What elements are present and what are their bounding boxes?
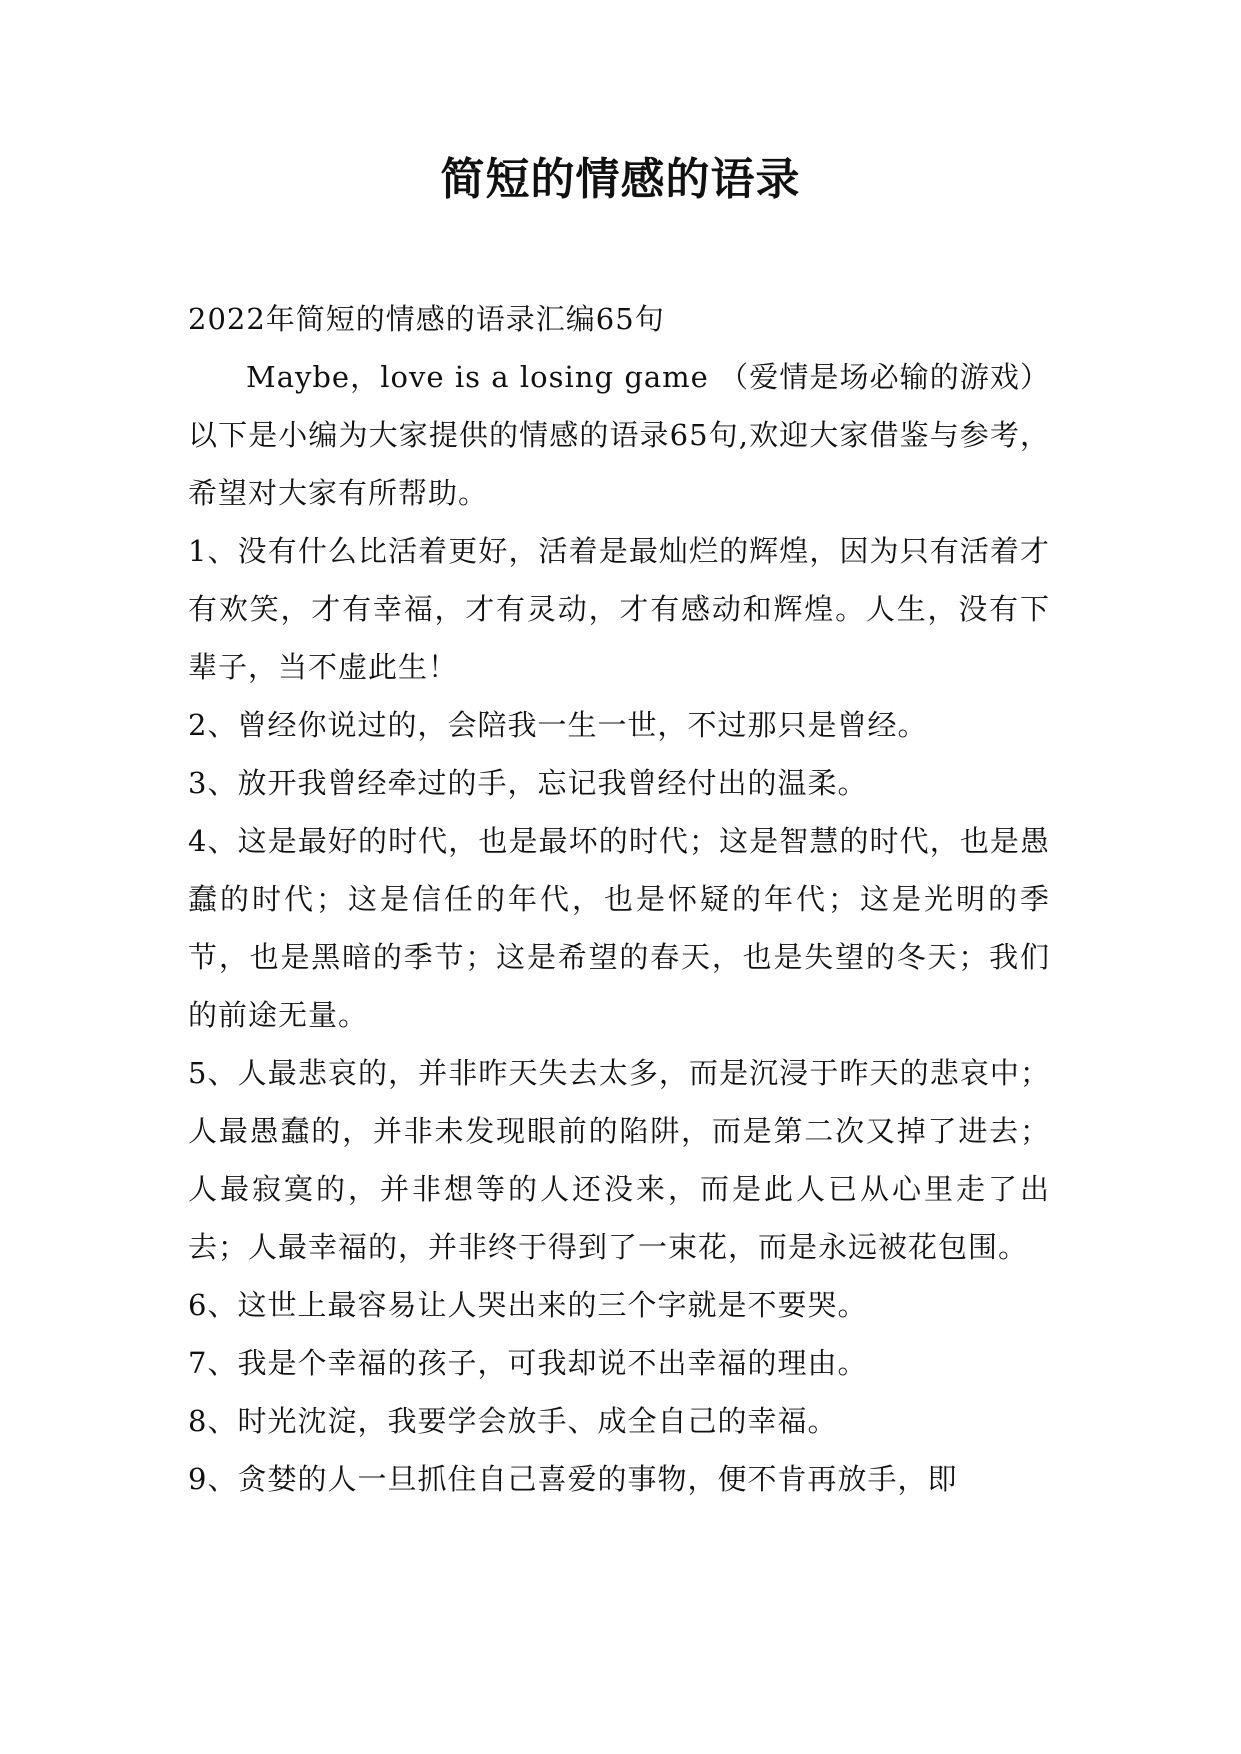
quote-item-5: 5、人最悲哀的，并非昨天失去太多，而是沉浸于昨天的悲哀中；人最愚蠢的，并非未发现眼前的陷阱，而是第二次又掉了进去；人最寂寞的，并非想等的人还没来，而是此人已从心里走了出去；人最幸福的，并非终于得到了一束花，而是永远被花包围。 xyxy=(188,1056,1050,1264)
quote-item-4: 4、这是最好的时代，也是最坏的时代；这是智慧的时代，也是愚蠢的时代；这是信任的年代，也是怀疑的年代；这是光明的季节，也是黑暗的季节；这是希望的春天，也是失望的冬天；我们的前途无量。 xyxy=(188,824,1050,1032)
quote-item-1: 1、没有什么比活着更好，活着是最灿烂的辉煌，因为只有活着才有欢笑，才有幸福，才有灵动，才有感动和辉煌。人生，没有下辈子，当不虚此生！ xyxy=(188,534,1050,684)
quote-item-6: 6、这世上最容易让人哭出来的三个字就是不要哭。 xyxy=(188,1288,868,1322)
document-title: 简短的情感的语录 xyxy=(440,154,801,205)
quote-item-9: 9、贪婪的人一旦抓住自己喜爱的事物，便不肯再放手，即 xyxy=(188,1462,958,1496)
quote-item-7: 7、我是个幸福的孩子，可我却说不出幸福的理由。 xyxy=(188,1346,868,1380)
document-subtitle: 2022年简短的情感的语录汇编65句 xyxy=(188,302,665,336)
document-body xyxy=(188,290,1050,1508)
quote-item-8: 8、时光沈淀，我要学会放手、成全自己的幸福。 xyxy=(188,1404,838,1438)
quote-item-2: 2、曾经你说过的，会陪我一生一世，不过那只是曾经。 xyxy=(188,708,928,742)
intro-paragraph: Maybe，love is a losing game （爱情是场必输的游戏）以下是小编为大家提供的情感的语录65句,欢迎大家借鉴与参考，希望对大家有所帮助。 xyxy=(188,360,1050,510)
quote-item-3: 3、放开我曾经牵过的手，忘记我曾经付出的温柔。 xyxy=(188,766,868,800)
